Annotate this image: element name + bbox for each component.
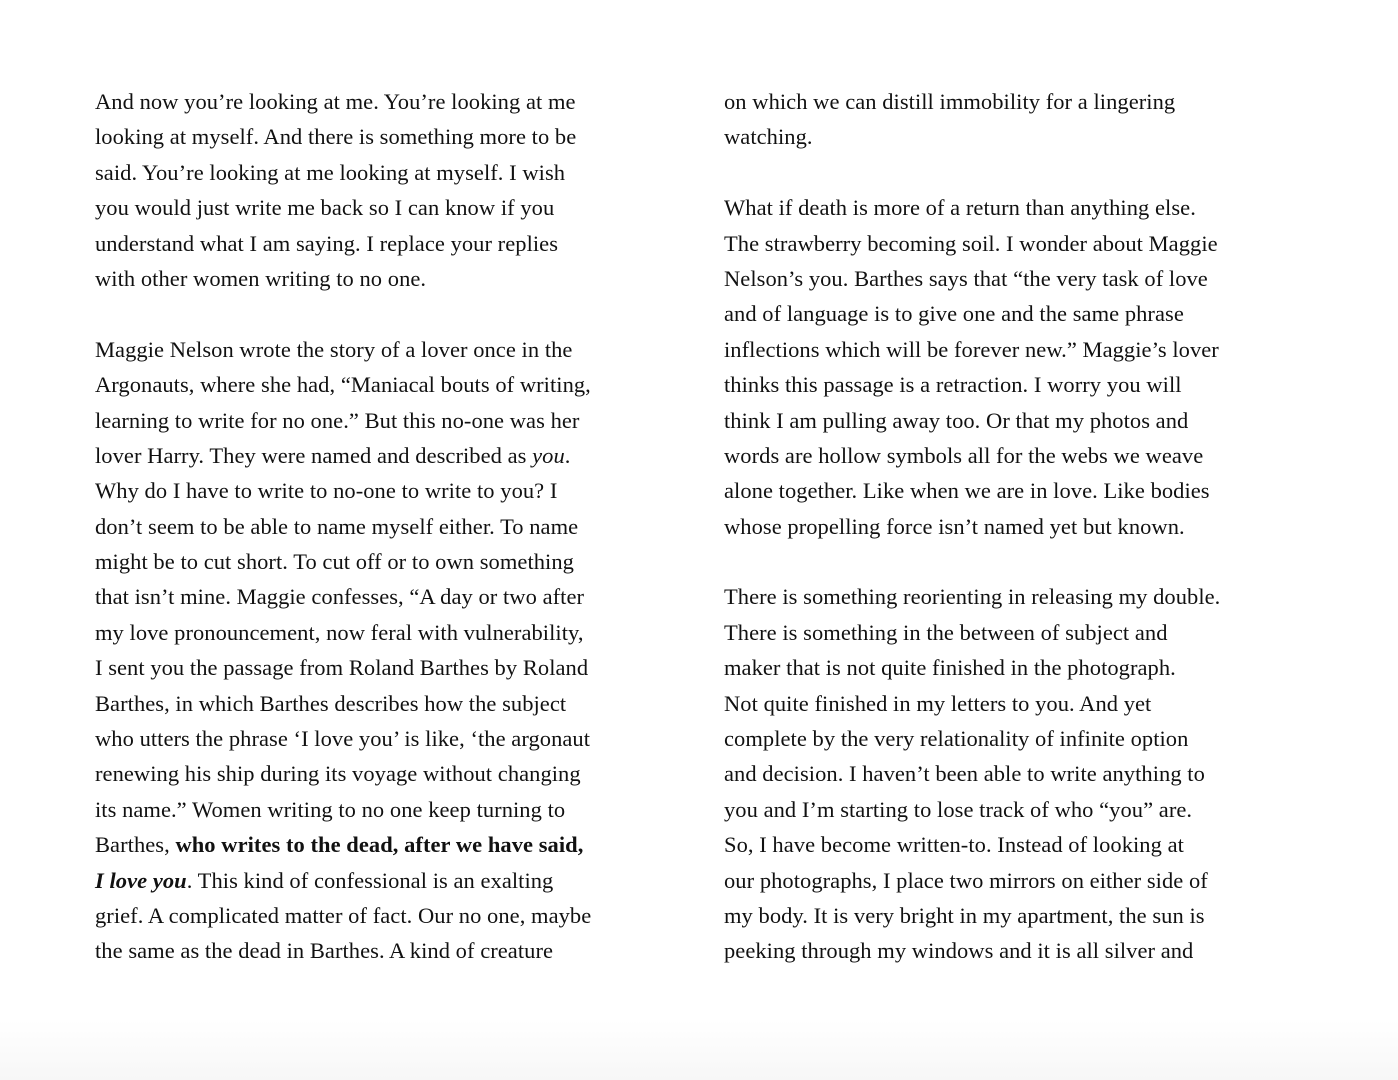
text-line: and of language is to give one and the same phrase (724, 301, 1184, 327)
text-line: Why do I have to write to no-one to write to you? I (95, 478, 558, 504)
bold-text: who writes to the dead, after we have said, (175, 832, 584, 858)
page-bottom-shade (0, 1020, 1398, 1080)
text-line: my love pronouncement, now feral with vulnerability, (95, 619, 584, 645)
text-line: grief. A complicated matter of fact. Our no one, maybe (95, 902, 592, 928)
text-line: with other women writing to no one. (95, 265, 427, 291)
paragraph (724, 84, 1284, 155)
text-line: don’t seem to be able to name myself either. To name (95, 513, 579, 539)
text-line: Not quite finished in my letters to you. And yet (724, 690, 1152, 716)
text-line: that isn’t mine. Maggie confesses, “A day or two after (95, 584, 585, 610)
text-line: said. You’re looking at me looking at myself. I wish (95, 159, 566, 185)
paragraph-gap (724, 155, 1284, 190)
text-line (95, 863, 655, 898)
text-line: maker that is not quite finished in the photograph. (724, 655, 1176, 681)
paragraph (95, 332, 655, 969)
text-line: thinks this passage is a retraction. I worry you will (724, 372, 1182, 398)
text-line (95, 438, 655, 473)
text-line: words are hollow symbols all for the webs we weave (724, 442, 1204, 468)
text-line (95, 827, 655, 862)
text-line: learning to write for no one.” But this no-one was her (95, 407, 580, 433)
paragraph-gap (724, 544, 1284, 579)
text-line: might be to cut short. To cut off or to own something (95, 549, 574, 575)
text-line: you and I’m starting to lose track of who “you” are. (724, 796, 1193, 822)
text-line: complete by the very relationality of infinite option (724, 726, 1189, 752)
text-run: Barthes, (95, 832, 176, 858)
text-line: Nelson’s you. Barthes says that “the very task of love (724, 265, 1208, 291)
text-line: my body. It is very bright in my apartment, the sun is (724, 902, 1205, 928)
italic-text: you (532, 442, 565, 468)
text-line: I sent you the passage from Roland Barthes by Roland (95, 655, 589, 681)
text-line: watching. (724, 124, 813, 150)
text-line: So, I have become written-to. Instead of looking at (724, 832, 1184, 858)
text-line: looking at myself. And there is something more to be (95, 124, 577, 150)
bold-italic-text: I love you (95, 867, 187, 893)
text-line: think I am pulling away too. Or that my photos and (724, 407, 1189, 433)
paragraph (95, 84, 655, 296)
left-text-column (95, 84, 655, 969)
text-line: What if death is more of a return than anything else. (724, 195, 1196, 221)
text-line: its name.” Women writing to no one keep turning to (95, 796, 566, 822)
text-line: and decision. I haven’t been able to write anything to (724, 761, 1205, 787)
text-line: on which we can distill immobility for a lingering (724, 89, 1176, 114)
text-line: whose propelling force isn’t named yet but known. (724, 513, 1185, 539)
text-line: There is something reorienting in releasing my double. (724, 584, 1221, 610)
paragraph (724, 579, 1284, 968)
text-line: peeking through my windows and it is all silver and (724, 938, 1194, 964)
text-line: Maggie Nelson wrote the story of a lover once in the (95, 336, 573, 362)
text-run: . This kind of confessional is an exalting (186, 867, 554, 893)
text-run: lover Harry. They were named and described as (95, 442, 533, 468)
text-line: inflections which will be forever new.” Maggie’s lover (724, 336, 1219, 362)
text-line: alone together. Like when we are in love. Like bodies (724, 478, 1210, 504)
text-line: the same as the dead in Barthes. A kind of creature (95, 938, 554, 964)
text-line: Argonauts, where she had, “Maniacal bouts of writing, (95, 372, 591, 398)
text-line: understand what I am saying. I replace your replies (95, 230, 559, 256)
text-line: Barthes, in which Barthes describes how the subject (95, 690, 567, 716)
text-line: The strawberry becoming soil. I wonder about Maggie (724, 230, 1218, 256)
text-line: There is something in the between of subject and (724, 619, 1168, 645)
text-line: renewing his ship during its voyage without changing (95, 761, 581, 787)
paragraph-gap (95, 296, 655, 331)
paragraph (724, 190, 1284, 544)
text-line: who utters the phrase ‘I love you’ is like, ‘the argonaut (95, 726, 591, 752)
text-line: our photographs, I place two mirrors on either side of (724, 867, 1208, 893)
right-text-column (724, 84, 1284, 969)
text-line: And now you’re looking at me. You’re looking at me (95, 89, 576, 114)
text-line: you would just write me back so I can know if you (95, 195, 555, 221)
text-run: . (564, 442, 571, 468)
